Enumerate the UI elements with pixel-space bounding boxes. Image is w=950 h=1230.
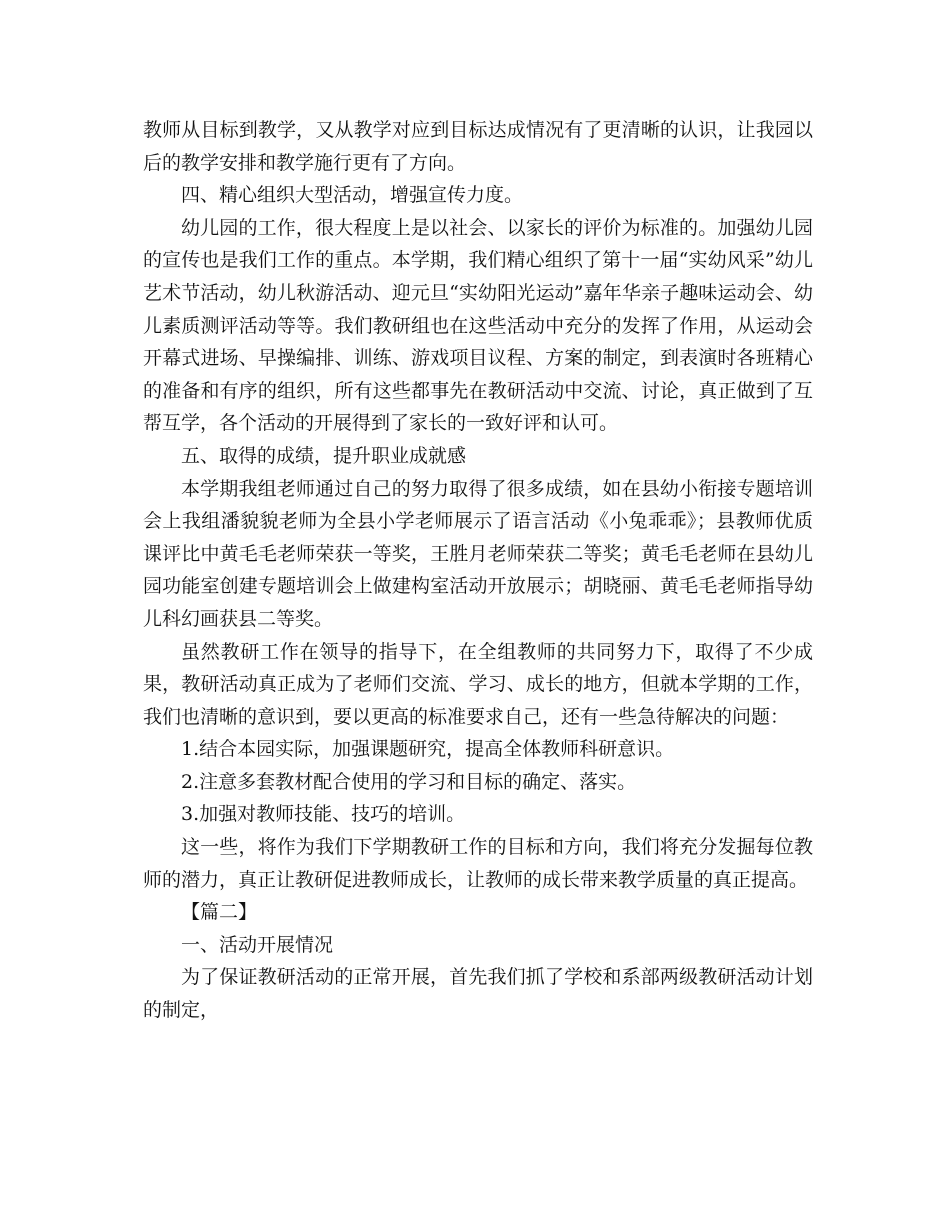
document-body (143, 114, 813, 1027)
section-heading-5: 五、取得的成绩，提升职业成就感 (181, 444, 467, 467)
section-heading-4: 四、精心组织大型活动，增强宣传力度。 (181, 184, 524, 207)
list-item-1: 1.结合本园实际，加强课题研究，提高全体教师科研意识。 (181, 738, 675, 761)
paragraph-4: 虽然教研工作在领导的指导下，在全组教师的共同努力下，取得了不少成果，教研活动真正成为了老师们交流、学习、成长的地方，但就本学期的工作，我们也清晰的意识到，要以更高的标准要求自己，还有一些急待解决的问题： (143, 640, 813, 728)
part-title: 【篇二】 (181, 901, 258, 924)
paragraph-3: 本学期我组老师通过自己的努力取得了很多成绩，如在县幼小衔接专题培训会上我组潘貌貌老师为全县小学老师展示了语言活动《小兔乖乖》；县教师优质课评比中黄毛毛老师荣获一等奖，王胜月老师荣获二等奖；黄毛毛老师在县幼儿园功能室创建专题培训会上做建构室活动开放展示；胡晓丽、黄毛毛老师指导幼儿科幻画获县二等奖。 (143, 477, 813, 630)
paragraph-5: 这一些，将作为我们下学期教研工作的目标和方向，我们将充分发掘每位教师的潜力，真正让教研促进教师成长，让教师的成长带来教学质量的真正提高。 (143, 836, 813, 891)
list-item-2: 2.注意多套教材配合使用的学习和目标的确定、落实。 (181, 770, 637, 793)
list-item-3: 3.加强对教师技能、技巧的培训。 (181, 803, 466, 826)
paragraph-2: 幼儿园的工作，很大程度上是以社会、以家长的评价为标准的。加强幼儿园的宣传也是我们工作的重点。本学期，我们精心组织了第十一届“实幼风采”幼儿艺术节活动，幼儿秋游活动、迎元旦“实幼阳光运动”嘉年华亲子趣味运动会、幼儿素质测评活动等等。我们教研组也在这些活动中充分的发挥了作用，从运动会开幕式进场、早操编排、训练、游戏项目议程、方案的制定，到表演时各班精心的准备和有序的组织，所有这些都事先在教研活动中交流、讨论，真正做到了互帮互学，各个活动的开展得到了家长的一致好评和认可。 (143, 216, 813, 435)
paragraph-1: 教师从目标到教学，又从教学对应到目标达成情况有了更清晰的认识，让我园以后的教学安排和教学施行更有了方向。 (143, 119, 813, 174)
section-heading-1: 一、活动开展情况 (181, 933, 334, 956)
paragraph-6: 为了保证教研活动的正常开展，首先我们抓了学校和系部两级教研活动计划的制定， (143, 966, 813, 1022)
